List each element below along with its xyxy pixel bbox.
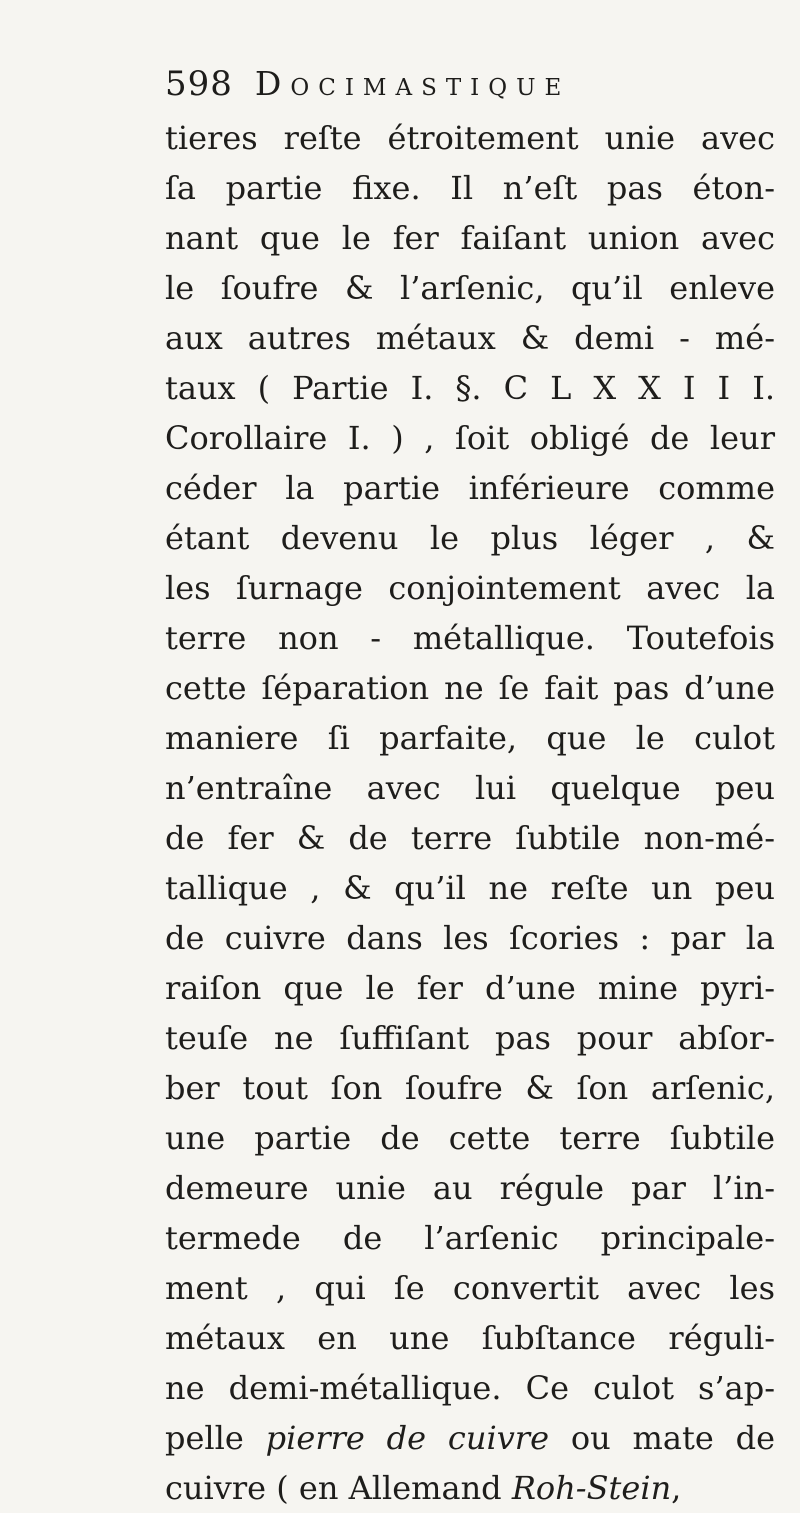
text-line: le ſoufre & l’arſenic, qu’il enleve [165, 269, 775, 307]
running-head [165, 64, 570, 114]
italic-term-pierre-de-cuivre: pierre de cuivre [265, 1419, 549, 1457]
text-line: maniere ſi parfaite, que le culot [165, 719, 775, 757]
text-line: teuſe ne ſuffiſant pas pour abſor- [165, 1019, 775, 1057]
text-line: nant que le fer faiſant union avec [165, 219, 775, 257]
text-line: tallique , & qu’il ne reſte un peu [165, 869, 775, 907]
body-text [165, 113, 775, 1513]
text-line: taux ( Partie I. §. C L X X I I I. [165, 369, 775, 407]
text-line: une partie de cette terre ſubtile [165, 1119, 775, 1157]
text-line: demeure unie au régule par l’in- [165, 1169, 775, 1207]
text-line: métaux en une ſubſtance réguli- [165, 1319, 775, 1357]
text-line: de fer & de terre ſubtile non-mé- [165, 819, 775, 857]
page-number: 598 [165, 64, 233, 104]
text-line [165, 1413, 775, 1463]
text-line: Corollaire I. ) , ſoit obligé de leur [165, 419, 775, 457]
text-line: ſa partie fixe. Il n’eſt pas éton- [165, 169, 775, 207]
text-line: cette ſéparation ne ſe fait pas d’une [165, 669, 775, 707]
running-title: Docimastique [254, 64, 571, 103]
text-line: ber tout ſon ſoufre & ſon arſenic, [165, 1069, 775, 1107]
text-line: aux autres métaux & demi - mé- [165, 319, 775, 357]
text-line: étant devenu le plus léger , & [165, 519, 775, 557]
text-line: termede de l’arſenic principale- [165, 1219, 775, 1257]
text-segment: ou mate de [549, 1419, 775, 1457]
text-line: raiſon que le fer d’une mine pyri- [165, 969, 775, 1007]
text-segment: pelle [165, 1419, 266, 1457]
text-line: ne demi-métallique. Ce culot s’ap- [165, 1369, 775, 1407]
text-segment: , [671, 1469, 682, 1507]
text-line: n’entraîne avec lui quelque peu [165, 769, 775, 807]
text-line: tieres reſte étroitement unie avec [165, 119, 775, 157]
text-line: les ſurnage conjointement avec la [165, 569, 775, 607]
text-segment: cuivre ( en Allemand [165, 1469, 512, 1507]
text-line: céder la partie inférieure comme [165, 469, 775, 507]
text-line [165, 1463, 775, 1513]
text-line: ment , qui ſe convertit avec les [165, 1269, 775, 1307]
text-line: terre non - métallique. Toutefois [165, 619, 775, 657]
italic-term-roh-stein: Roh-Stein [511, 1469, 672, 1507]
text-line: de cuivre dans les ſcories : par la [165, 919, 775, 957]
